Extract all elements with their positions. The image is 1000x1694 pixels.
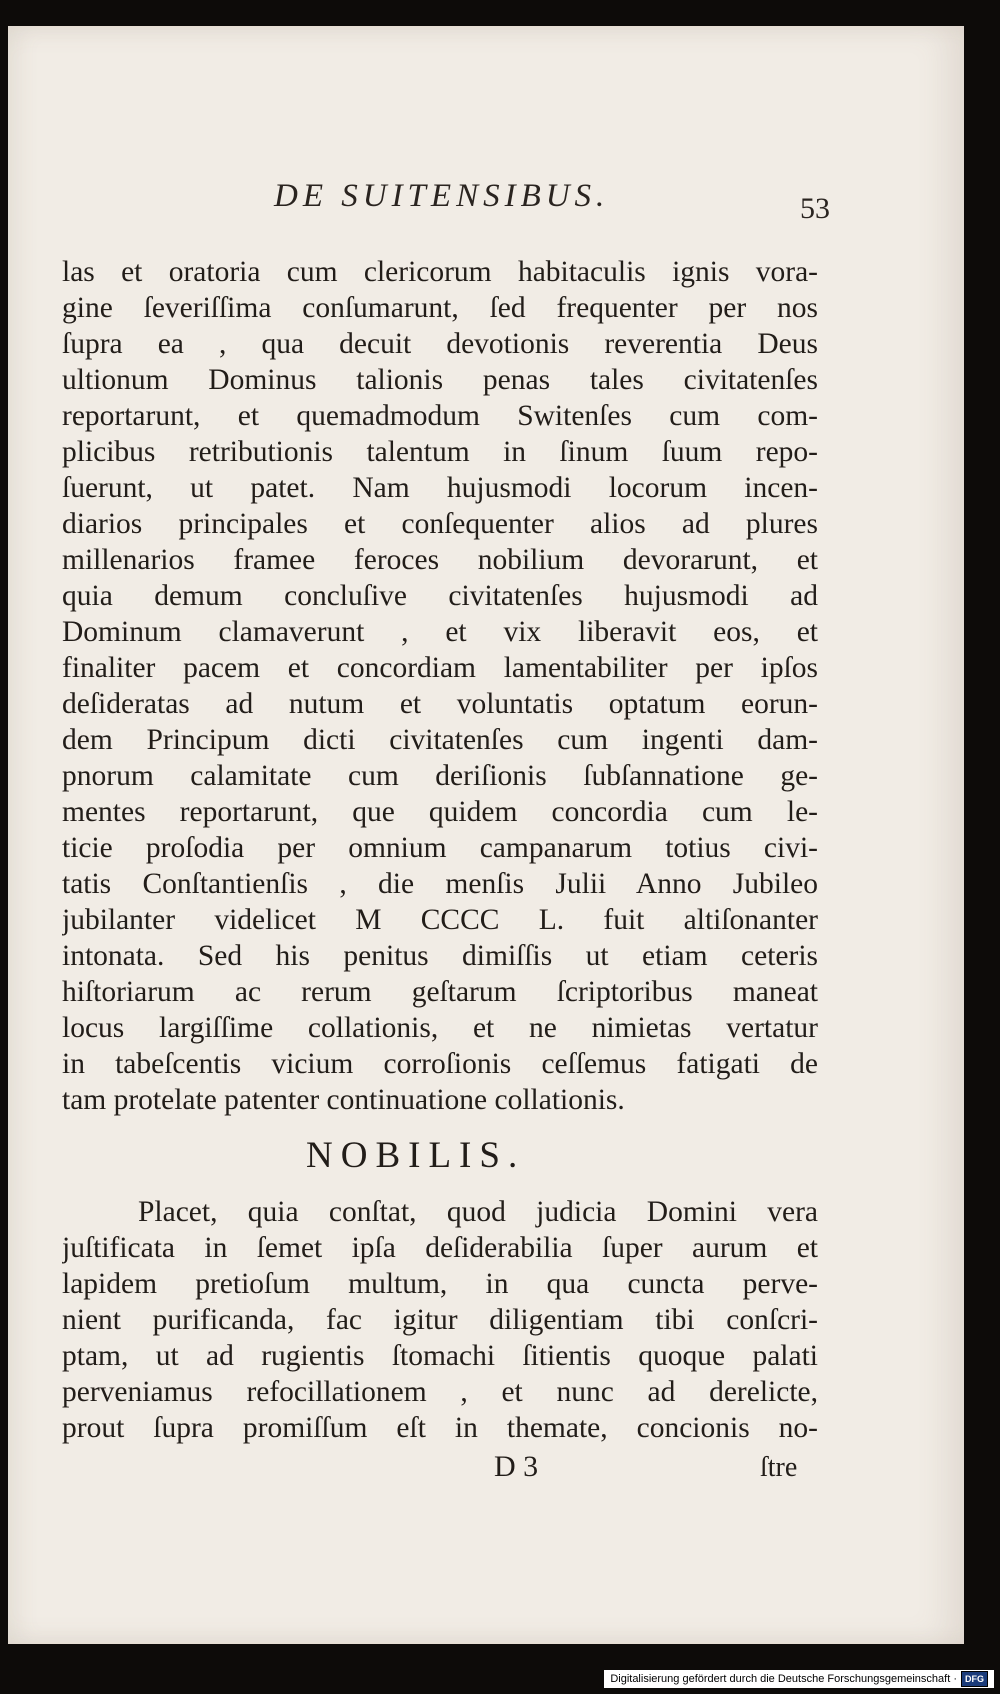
text-line: quia demum concluſive civitatenſes hujusmodi ad: [62, 580, 818, 612]
text-line: deſideratas ad nutum et voluntatis optatum eorun-: [62, 688, 818, 720]
text-line: in tabeſcentis vicium corroſionis ceſſemus fatigati de: [62, 1048, 818, 1080]
text-line: pnorum calamitate cum deriſionis ſubſannatione ge-: [62, 760, 818, 792]
text-line: millenarios framee feroces nobilium devorarunt, et: [62, 544, 818, 576]
text-line: gine ſeveriſſima conſumarunt, ſed frequenter per nos: [62, 292, 818, 324]
text-line: hiſtoriarum ac rerum geſtarum ſcriptoribus maneat: [62, 976, 818, 1008]
body-text-top: [62, 254, 818, 1118]
text-line: ſuerunt, ut patet. Nam hujusmodi locorum incen-: [62, 472, 818, 504]
signature-mark: D 3: [494, 1450, 539, 1483]
text-line: ſupra ea , qua decuit devotionis reverentia Deus: [62, 328, 818, 360]
text-line: jubilanter videlicet M CCCC L. fuit altiſonanter: [62, 904, 818, 936]
text-line: Dominum clamaverunt , et vix liberavit eos, et: [62, 616, 818, 648]
footer-text: Digitalisierung gefördert durch die Deutsche Forschungsgemeinschaft ·: [610, 1673, 957, 1685]
text-line: reportarunt, et quemadmodum Switenſes cum com-: [62, 400, 818, 432]
text-line: intonata. Sed his penitus dimiſſis ut etiam ceteris: [62, 940, 818, 972]
text-line: locus largiſſime collationis, et ne nimietas vertatur: [62, 1012, 818, 1044]
text-line: lapidem pretioſum multum, in qua cuncta perve-: [62, 1268, 818, 1300]
running-head: DE SUITENSIBUS.: [274, 178, 610, 214]
text-line: ticie proſodia per omnium campanarum totius civi-: [62, 832, 818, 864]
text-line: diarios principales et conſequenter alios ad plures: [62, 508, 818, 540]
text-line: tam protelate patenter continuatione collationis.: [62, 1084, 625, 1116]
text-line: nient purificanda, fac igitur diligentiam tibi conſcri-: [62, 1304, 818, 1336]
text-line: finaliter pacem et concordiam lamentabiliter per ipſos: [62, 652, 818, 684]
text-line: ptam, ut ad rugientis ſtomachi ſitientis quoque palati: [62, 1340, 818, 1372]
text-line: ultionum Dominus talionis penas tales civitatenſes: [62, 364, 818, 396]
dfg-logo-icon: DFG: [961, 1671, 988, 1687]
digitization-footer: [604, 1670, 994, 1688]
text-line: Placet, quia conſtat, quod judicia Domini vera: [138, 1196, 818, 1228]
text-line: las et oratoria cum clericorum habitaculis ignis vora-: [62, 256, 818, 288]
text-line: perveniamus refocillationem , et nunc ad derelicte,: [62, 1376, 818, 1408]
body-text-bottom: [62, 1194, 818, 1446]
text-line: dem Principum dicti civitatenſes cum ingenti dam-: [62, 724, 818, 756]
text-line: juſtificata in ſemet ipſa deſiderabilia ſuper aurum et: [62, 1232, 818, 1264]
text-line: mentes reportarunt, que quidem concordia cum le-: [62, 796, 818, 828]
book-page: [8, 26, 964, 1644]
catchword: ſtre: [760, 1452, 798, 1483]
text-line: plicibus retributionis talentum in ſinum ſuum repo-: [62, 436, 818, 468]
section-heading: NOBILIS.: [306, 1135, 526, 1176]
text-line: tatis Conſtantienſis , die menſis Julii Anno Jubileo: [62, 868, 818, 900]
text-line: prout ſupra promiſſum eſt in themate, concionis no-: [62, 1412, 818, 1444]
page-number: 53: [800, 192, 830, 225]
